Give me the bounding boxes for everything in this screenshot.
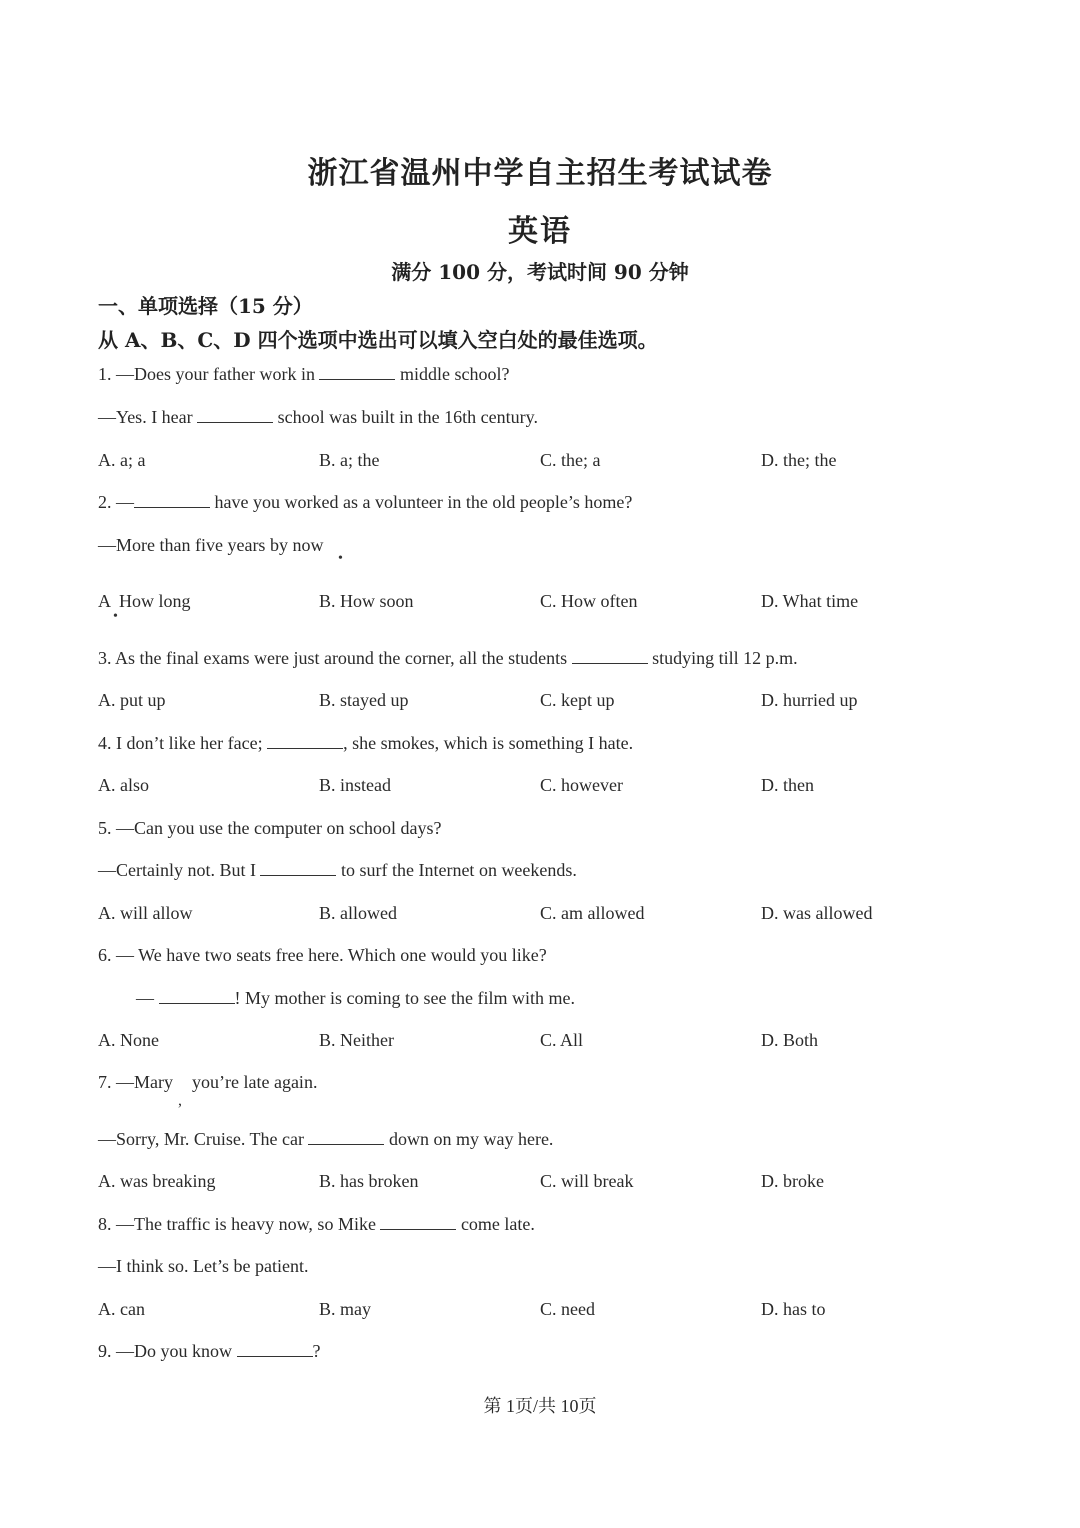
option-a: A. was breaking [98,1171,216,1191]
option-b: B. allowed [319,903,397,923]
question-6-options [98,1030,998,1056]
option-d: D. has to [761,1299,826,1319]
answer-blank [197,408,273,423]
question-5: 5. —Can you use the computer on school days? [98,818,442,838]
question-3: 3. As the final exams were just around the corner, all the students studying till 12 p.m. [98,648,798,668]
option-a: A. can [98,1299,145,1319]
question-2-options [98,591,998,617]
question-4: 4. I don’t like her face; , she smokes, which is something I hate. [98,733,634,753]
answer-blank [572,649,648,664]
question-5-reply: —Certainly not. But I to surf the Internet on weekends. [98,860,577,880]
option-c: C. the; a [540,450,601,470]
option-a: A. will allow [98,903,193,923]
question-2: 2. — have you worked as a volunteer in the old people’s home? [98,492,633,512]
answer-blank [260,861,336,876]
option-b: B. a; the [319,450,380,470]
option-d: D. Both [761,1030,819,1050]
question-3-options [98,690,998,716]
answer-blank [319,365,395,380]
option-c: C. need [540,1299,595,1319]
section-instruction: 从 A、B、C、D 四个选项中选出可以填入空白处的最佳选项。 [98,328,658,352]
answer-blank [308,1130,384,1145]
option-c: C. How often [540,591,638,611]
option-d: D. broke [761,1171,824,1191]
answer-blank [134,493,210,508]
option-c: C. however [540,775,623,795]
option-b: B. stayed up [319,690,409,710]
option-b: B. Neither [319,1030,394,1050]
question-1-reply: —Yes. I hear school was built in the 16th century. [98,407,538,427]
subject-title: 英语 [508,214,572,249]
option-c: C. am allowed [540,903,645,923]
question-9: 9. —Do you know ? [98,1341,321,1361]
option-c: C. All [540,1030,584,1050]
question-8-options [98,1299,998,1325]
question-5-options [98,903,998,929]
answer-blank [267,734,343,749]
option-b: B. may [319,1299,371,1319]
option-d: D. the; the [761,450,837,470]
page-number: 第 1页/共 10页 [483,1396,597,1416]
option-d: D. was allowed [761,903,873,923]
option-a: A. also [98,775,149,795]
option-d: D. hurried up [761,690,858,710]
option-a: A. None [98,1030,159,1050]
question-6-reply: — ! My mother is coming to see the film with me. [136,988,575,1008]
question-7: 7. —Mary you’re late again. [98,1072,318,1092]
question-6: 6. — We have two seats free here. Which one would you like? [98,945,547,965]
answer-blank [159,989,235,1004]
option-c: C. will break [540,1171,634,1191]
option-d: D. What time [761,591,859,611]
stray-dot: • [338,551,343,566]
answer-blank [237,1342,313,1357]
stray-comma: , [178,1092,182,1109]
option-b: B. has broken [319,1171,419,1191]
question-1-options [98,450,998,476]
question-8-reply: —I think so. Let’s be patient. [98,1256,309,1276]
question-7-reply: —Sorry, Mr. Cruise. The car down on my way here. [98,1129,554,1149]
question-8: 8. —The traffic is heavy now, so Mike come late. [98,1214,535,1234]
option-a: A. put up [98,690,166,710]
answer-blank [380,1215,456,1230]
option-c: C. kept up [540,690,615,710]
question-1: 1. —Does your father work in middle school? [98,364,510,384]
question-2-reply: —More than five years by now [98,535,324,555]
question-7-options [98,1171,998,1197]
section-heading: 一、单项选择（15 分） [98,294,313,318]
option-a: A How long [98,591,191,611]
option-b: B. instead [319,775,391,795]
exam-title: 浙江省温州中学自主招生考试试卷 [307,156,773,191]
option-b: B. How soon [319,591,414,611]
stray-dot: • [113,609,118,624]
question-4-options [98,775,998,801]
option-a: A. a; a [98,450,146,470]
exam-info: 满分 100 分，考试时间 90 分钟 [391,260,689,284]
option-d: D. then [761,775,814,795]
